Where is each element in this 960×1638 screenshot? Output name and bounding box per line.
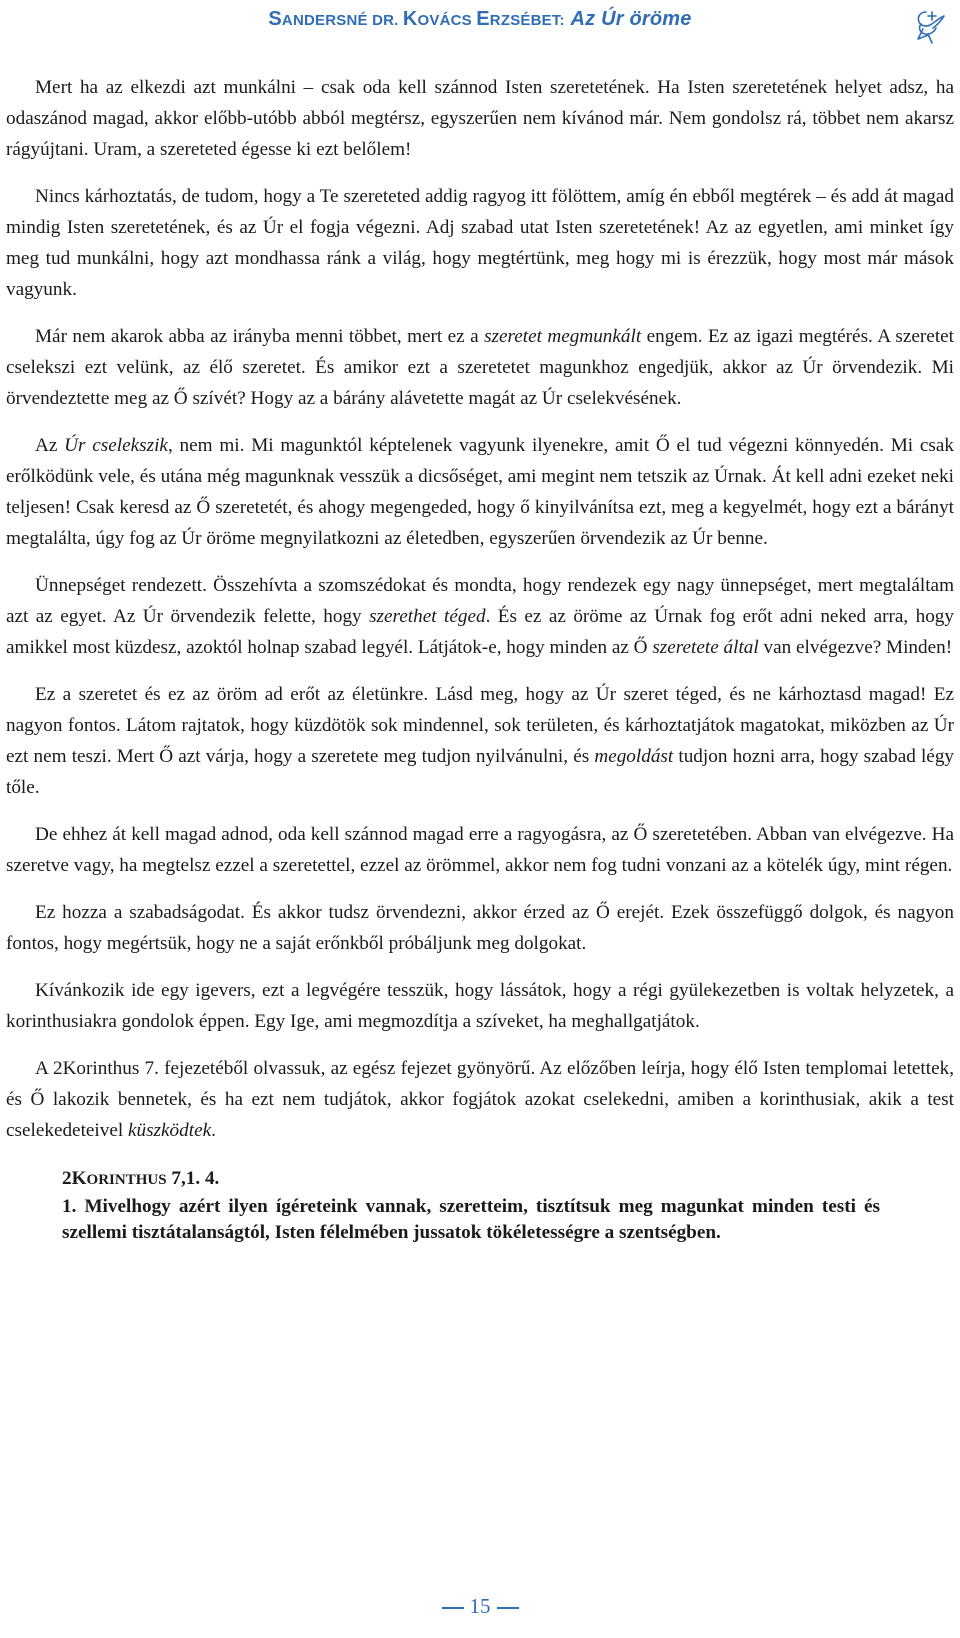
header-author-k: K: [402, 8, 418, 30]
italic-text: szeretet megmunkált: [484, 326, 642, 347]
paragraph-text: engem. Ez az igazi megtérés. A szeretet cselekszi ezt velünk, az élő szeretet. És amikor ezt a szeretetet magunkhoz engedjük, akkor az Úr örvendezik. Mi örvendeztette meg az Ő szívét? Hogy az a bárány alávetette magát az Úr cselekvésének.: [6, 326, 954, 409]
body-paragraph: [6, 975, 954, 1037]
header-author-rest: ANDERSNÉ DR.: [281, 12, 403, 29]
paragraph-text: .: [211, 1120, 216, 1141]
header-author-k-rest: OVÁCS: [417, 12, 477, 29]
scripture-ref-verses: 7,1. 4.: [166, 1168, 220, 1189]
header-author-e: E: [476, 8, 490, 30]
italic-text: küszködtek: [127, 1120, 212, 1141]
body-paragraph: [6, 570, 954, 663]
paragraph-text: . És ez az öröme az Úrnak fog erőt adni neked arra, hogy amikkel most küzdesz, azoktól holnap szabad legyél. Látjátok-e, hogy minden az Ő: [6, 606, 954, 658]
header-author-e-rest: RZSÉBET:: [489, 12, 565, 29]
scripture-reference: [62, 1166, 880, 1193]
italic-text: szeretete által: [652, 637, 759, 658]
paragraph-text: tudjon hozni arra, hogy szabad légy tőle.: [6, 746, 955, 798]
italic-text: megoldást: [594, 746, 674, 767]
paragraph-text: Nincs kárhoztatás, de tudom, hogy a Te szereteted addig ragyog itt fölöttem, amíg én ebből megtérek – és add át magad mindig Isten szeretetének, és az Úr el fogja végezni. Adj szabad utat Isten szeretetének! Az az egyetlen, ami minket így meg tud munkálni, hogy azt mondhassa ránk a világ, hogy megtértünk, meg hogy mi is érezzük, hogy most már mások vagyunk.: [6, 186, 954, 300]
page-header: [0, 6, 960, 40]
page-footer: [0, 1594, 960, 1619]
italic-text: Úr cselekszik: [64, 435, 168, 456]
paragraph-text: A 2Korinthus 7. fejezetéből olvassuk, az egész fejezet gyönyörű. Az előzőben leírja, hogy élő Isten templomai letettek, és Ő lakozik bennetek, és ha ezt nem tudjátok, akkor fogjátok azokat cselekedni, amiben a korinthusiak, akik a test cselekedeteivel: [6, 1058, 954, 1141]
scripture-ref-prefix: 2K: [62, 1168, 87, 1189]
paragraph-text: Ez hozza a szabadságodat. És akkor tudsz örvendezni, akkor érzed az Ő erejét. Ezek összefüggő dolgok, és nagyon fontos, hogy megértsük, hogy ne a saját erőnkből próbáljunk meg dolgokat.: [6, 902, 954, 954]
footer-dash-right: [497, 1607, 519, 1609]
paragraph-text: Az: [35, 435, 65, 456]
paragraph-text: Ez a szeretet és ez az öröm ad erőt az életünkre. Lásd meg, hogy az Úr szeret téged, és ne kárhoztasd magad! Ez nagyon fontos. Látom rajtatok, hogy küzdötök sok mindennel, sok területen, és kárhoztatjátok magatokat, miközben az Úr ezt nem teszi. Mert Ő azt várja, hogy a szeretete meg tudjon nyilvánulni, és: [6, 684, 954, 767]
scripture-quote: [62, 1166, 880, 1246]
scripture-ref-book: ORINTHUS: [86, 1172, 167, 1188]
paragraph-text: Ünnepséget rendezett. Összehívta a szomszédokat és mondta, hogy rendezek egy nagy ünnepséget, mert megtaláltam azt az egyet. Az Úr örvendezik felette, hogy: [6, 575, 954, 627]
body-paragraph: [6, 1053, 954, 1146]
body-paragraph: [6, 897, 954, 959]
paragraph-text: Mert ha az elkezdi azt munkálni – csak oda kell szánnod Isten szeretetének. Ha Isten szeretetének helyet adsz, ha odaszánod magad, akkor előbb-utóbb abból megtérsz, egyszerűen nem kívánod már. Nem gondolsz rá, többet nem akarsz rágyújtani. Uram, a szereteted égesse ki ezt belőlem!: [6, 77, 954, 160]
header-author-initial: S: [268, 8, 282, 30]
footer-dash-left: [442, 1607, 464, 1609]
body-paragraph: [6, 321, 954, 414]
body-paragraph: [6, 679, 954, 803]
body-paragraph: [6, 819, 954, 881]
paragraph-text: Már nem akarok abba az irányba menni többet, mert ez a: [35, 326, 485, 347]
paragraph-text: Kívánkozik ide egy igevers, ezt a legvégére tesszük, hogy lássátok, hogy a régi gyülekezetben is voltak helyzetek, a korinthusiakra gondolok éppen. Egy Ige, ami megmozdítja a szíveket, ha meghallgatjátok.: [6, 980, 954, 1032]
body-paragraph: [6, 181, 954, 305]
body-paragraph: [6, 430, 954, 554]
page-number: 15: [469, 1594, 491, 1618]
italic-text: szerethet téged: [369, 606, 486, 627]
header-book-title: Az Úr öröme: [570, 8, 692, 30]
paragraph-text: , nem mi. Mi magunktól képtelenek vagyunk ilyenekre, amit Ő el tud végezni könnyedén. Mi csak erőlködünk vele, és utána még magunknak vesszük a dicsőséget, ami megint nem tetszik az Úrnak. Át kell adni ezeket neki teljesen! Csak keresd az Ő szeretetét, és ahogy megengeded, hogy ő kinyilvánítsa ezt, meg a kegyelmét, hogy ezt a bárányt megtalálta, úgy fog az Úr öröme megnyilatkozni az életedben, egyszerűen örvendezik az Úr benne.: [6, 435, 954, 549]
dove-logo-icon: [908, 6, 952, 50]
running-header-title: [0, 8, 960, 31]
page-body: [6, 72, 954, 1246]
paragraph-text: van elvégezve? Minden!: [758, 637, 953, 658]
paragraph-text: De ehhez át kell magad adnod, oda kell szánnod magad erre a ragyogásra, az Ő szeretetében. Abban van elvégezve. Ha szeretve vagy, ha megtelsz ezzel a szeretettel, ezzel az örömmel, akkor nem fog tudni vonzani az a kötelék úgy, mint régen.: [6, 824, 954, 876]
body-paragraph: [6, 72, 954, 165]
scripture-verse-text: 1. Mivelhogy azért ilyen ígéreteink vannak, szeretteim, tisztítsuk meg magunkat minden testi és szellemi tisztátalanságtól, Isten félelmében jussatok tökéletességre a szentségben.: [62, 1196, 880, 1243]
